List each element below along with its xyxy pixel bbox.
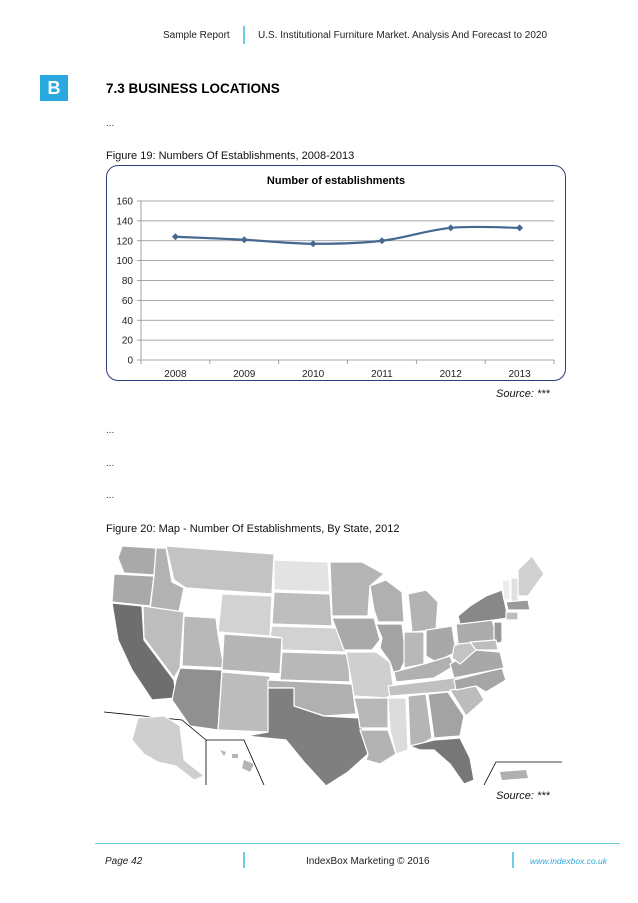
data-point bbox=[172, 233, 179, 240]
state-az bbox=[172, 668, 222, 730]
ellipsis-text: ... bbox=[106, 425, 115, 436]
state-hi bbox=[220, 750, 226, 756]
state-nh bbox=[511, 578, 518, 602]
state-wi bbox=[370, 580, 404, 622]
y-tick-label: 40 bbox=[121, 315, 133, 327]
state-wy bbox=[218, 594, 272, 636]
state-ks bbox=[280, 652, 350, 682]
y-tick-label: 20 bbox=[121, 335, 133, 347]
x-tick-label: 2013 bbox=[508, 369, 531, 380]
header-divider bbox=[243, 26, 245, 44]
figure20-caption: Figure 20: Map - Number Of Establishments, By State, 2012 bbox=[106, 523, 400, 535]
footer-divider bbox=[512, 852, 514, 868]
establishments-line-chart bbox=[106, 165, 566, 381]
y-tick-label: 60 bbox=[121, 295, 133, 307]
ellipsis-text: ... bbox=[106, 458, 115, 469]
state-me bbox=[518, 556, 544, 596]
state-sd bbox=[272, 592, 332, 626]
chart-title: Number of establishments bbox=[266, 175, 406, 187]
figure19-caption: Figure 19: Numbers Of Establishments, 2008-2013 bbox=[106, 150, 355, 162]
x-tick-label: 2008 bbox=[164, 369, 187, 380]
territory-pr bbox=[500, 770, 528, 780]
state-oh bbox=[426, 626, 456, 662]
state-ne bbox=[270, 626, 346, 652]
state-ma bbox=[506, 600, 530, 610]
header-report-title: U.S. Institutional Furniture Market. Analysis And Forecast to 2020 bbox=[258, 30, 548, 41]
us-establishments-map bbox=[104, 540, 562, 785]
data-point bbox=[516, 224, 523, 231]
data-point bbox=[447, 224, 454, 231]
ellipsis-text: ... bbox=[106, 490, 115, 501]
state-mo bbox=[346, 652, 394, 698]
state-wa bbox=[118, 546, 156, 575]
data-point bbox=[241, 236, 248, 243]
state-mi bbox=[408, 590, 438, 632]
state-ut bbox=[182, 616, 224, 668]
header-report-type: Sample Report bbox=[163, 30, 230, 41]
state-vt bbox=[502, 580, 510, 600]
data-point bbox=[378, 237, 385, 244]
x-tick-label: 2010 bbox=[301, 369, 325, 380]
x-tick-label: 2009 bbox=[233, 369, 256, 380]
state-fl bbox=[410, 738, 474, 784]
y-tick-label: 0 bbox=[127, 355, 133, 367]
x-tick-label: 2011 bbox=[371, 369, 393, 380]
data-point bbox=[310, 240, 317, 247]
y-tick-label: 80 bbox=[121, 276, 133, 287]
state-ct bbox=[506, 612, 518, 620]
ellipsis-text: ... bbox=[106, 118, 115, 129]
y-tick-label: 100 bbox=[116, 256, 133, 268]
figure20-source: Source: *** bbox=[496, 790, 550, 802]
footer-copyright: IndexBox Marketing © 2016 bbox=[306, 856, 430, 867]
state-md bbox=[470, 640, 498, 650]
state-ar bbox=[354, 698, 388, 728]
state-hi bbox=[242, 760, 254, 772]
x-tick-label: 2012 bbox=[439, 369, 462, 380]
state-la bbox=[360, 730, 396, 764]
y-tick-label: 120 bbox=[116, 236, 133, 248]
footer-page-number: Page 42 bbox=[105, 856, 143, 867]
state-al bbox=[408, 694, 432, 746]
state-or bbox=[112, 574, 154, 606]
section-title: 7.3 BUSINESS LOCATIONS bbox=[106, 81, 280, 96]
state-ny bbox=[458, 590, 508, 624]
state-hi bbox=[232, 754, 238, 758]
figure19-source: Source: *** bbox=[496, 388, 550, 400]
series-line bbox=[175, 227, 519, 244]
y-tick-label: 160 bbox=[116, 196, 133, 208]
indexbox-logo-icon: B bbox=[40, 75, 68, 101]
state-nm bbox=[218, 672, 270, 732]
y-tick-label: 140 bbox=[116, 216, 133, 228]
state-co bbox=[222, 634, 282, 674]
footer-divider bbox=[243, 852, 245, 868]
state-in bbox=[404, 632, 424, 668]
footer-rule bbox=[95, 843, 620, 844]
state-nd bbox=[274, 560, 330, 592]
footer-website-link[interactable]: www.indexbox.co.uk bbox=[530, 856, 608, 866]
